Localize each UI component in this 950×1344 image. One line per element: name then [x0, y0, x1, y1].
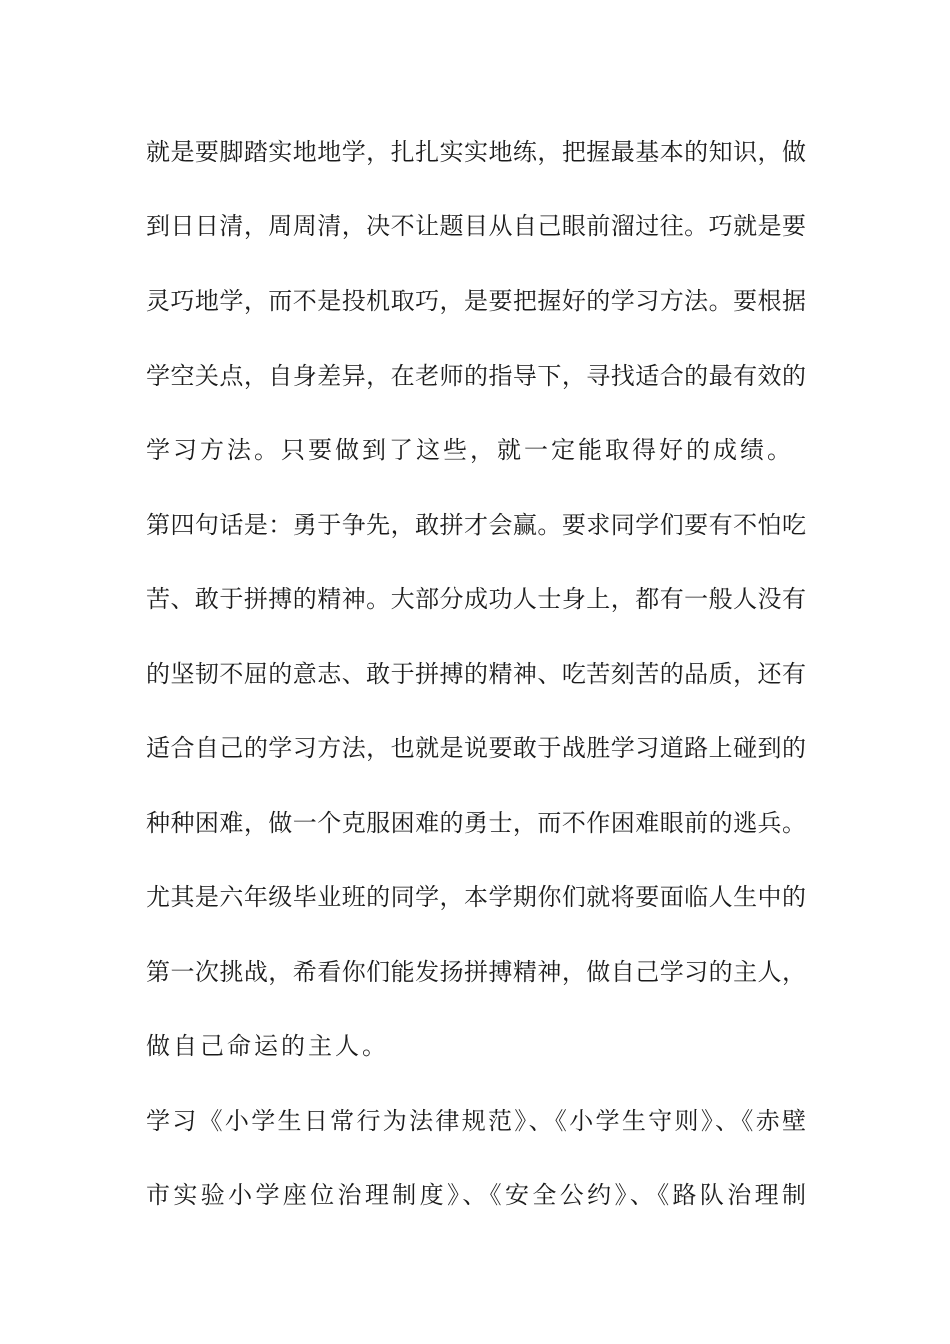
- text-line-8: 的坚韧不屈的意志、敢于拼搏的精神、吃苦刻苦的品质，还有: [146, 660, 806, 688]
- text-line-5: 学习方法。只要做到了这些，就一定能取得好的成绩。: [146, 436, 794, 464]
- text-line-14: 学习《小学生日常行为法律规范》、《小学生守则》、《赤壁: [146, 1107, 806, 1135]
- text-line-1: 就是要脚踏实地地学，扎扎实实地练，把握最基本的知识，做: [146, 138, 806, 166]
- text-line-12: 第一次挑战，希看你们能发扬拼搏精神，做自己学习的主人，: [146, 958, 806, 986]
- text-line-13: 做自己命运的主人。: [146, 1032, 389, 1060]
- text-line-11: 尤其是六年级毕业班的同学，本学期你们就将要面临人生中的: [146, 883, 806, 911]
- text-line-15: 市实验小学座位治理制度》、《安全公约》、《路队治理制: [146, 1181, 806, 1209]
- text-line-9: 适合自己的学习方法，也就是说要敢于战胜学习道路上碰到的: [146, 734, 806, 762]
- text-line-3: 灵巧地学，而不是投机取巧，是要把握好的学习方法。要根据: [146, 287, 806, 315]
- text-line-2: 到日日清，周周清，决不让题目从自己眼前溜过往。巧就是要: [146, 212, 806, 240]
- text-line-6: 第四句话是：勇于争先，敢拼才会赢。要求同学们要有不怕吃: [146, 511, 806, 539]
- text-line-10: 种种困难，做一个克服困难的勇士，而不作困难眼前的逃兵。: [146, 809, 806, 837]
- text-line-4: 学空关点，自身差异，在老师的指导下，寻找适合的最有效的: [146, 362, 806, 390]
- text-line-7: 苦、敢于拼搏的精神。大部分成功人士身上，都有一般人没有: [146, 585, 806, 613]
